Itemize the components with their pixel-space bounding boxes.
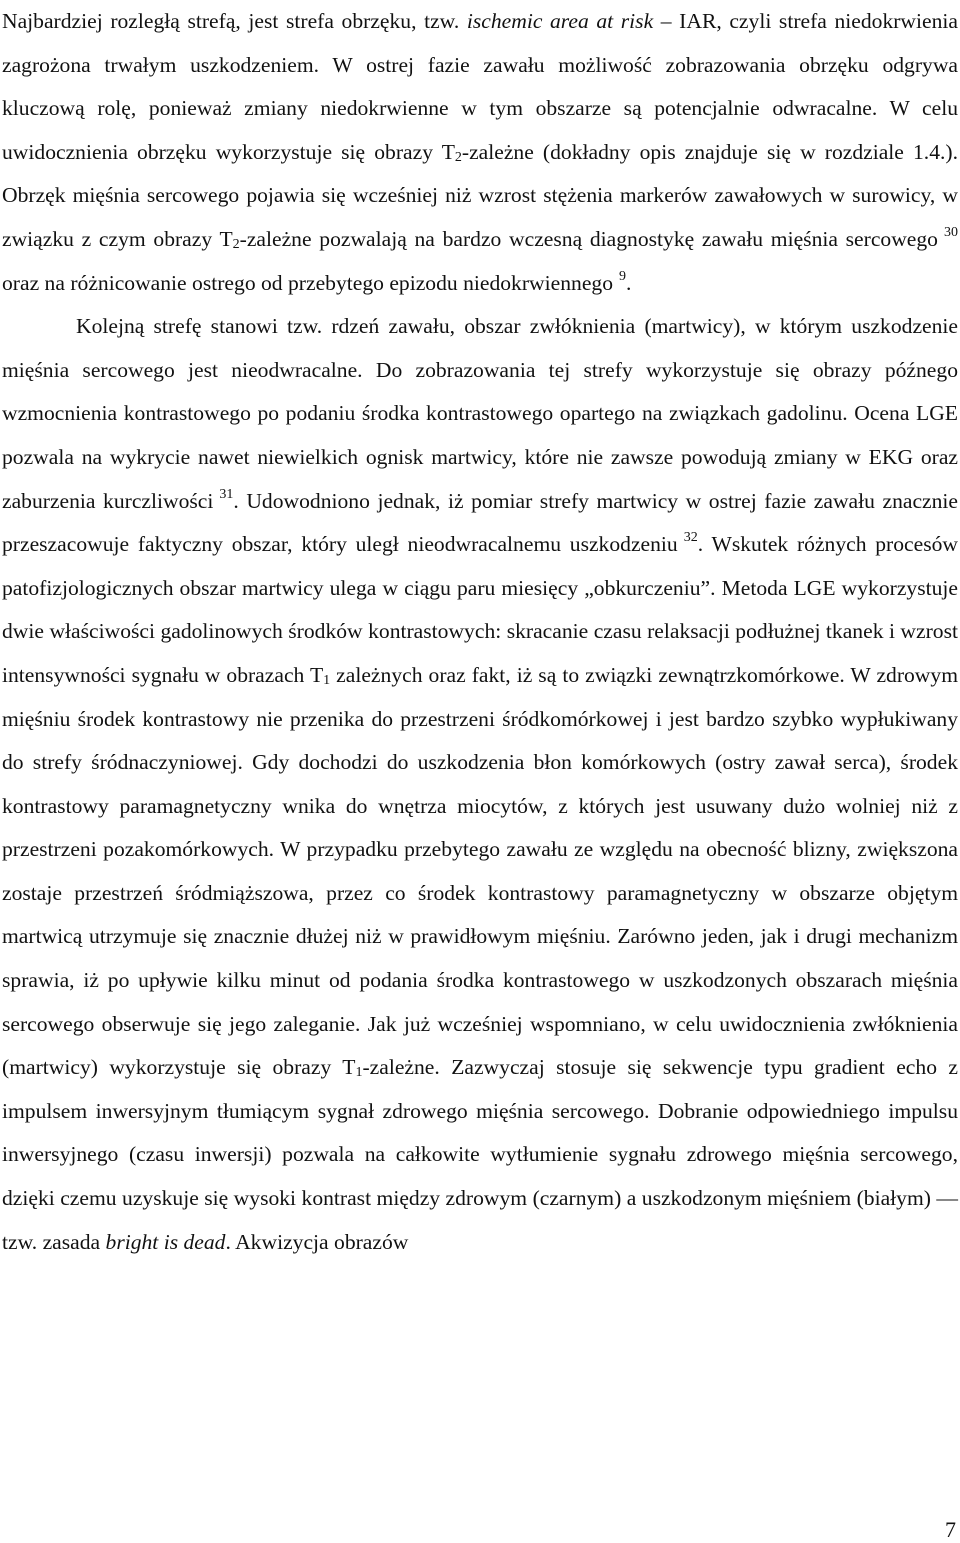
text-run: . <box>626 270 632 295</box>
paragraph-infarct-core <box>2 305 958 1264</box>
text-run: oraz na różnicowanie ostrego od przebytego epizodu niedokrwiennego <box>2 270 613 295</box>
text-run: -zależne pozwalają na bardzo wczesną diagnostykę zawału mięśnia sercowego <box>239 226 938 251</box>
text-run: Najbardziej rozległą strefą, jest strefa obrzęku, tzw. <box>2 9 467 33</box>
text-run: . Wskutek różnych procesów patofizjologicznych obszar martwicy ulega w ciągu paru miesięcy „obkurczeniu”. Metoda LGE wykorzystuje dwie właściwości gadolinowych środków kontrastowych: skracanie czasu relaksacji podłużnej tkanek i wzrost intensywności sygnału w obrazach T <box>2 532 958 687</box>
text-run: – IAR, czyli strefa niedokrwienia zagrożona trwałym uszkodzeniem. W ostrej fazie zawału możliwość zobrazowania obrzęku odgrywa kluczową rolę, ponieważ zmiany niedokrwienne w tym obszarze są potencjalnie odwracalne. W celu uwidocznienia obrzęku wykorzystuje się obrazy T <box>2 9 958 164</box>
text-run: zależnych oraz fakt, iż są to związki zewnątrzkomórkowe. W zdrowym mięśniu środek kontrastowy nie przenika do przestrzeni śródkomórkowej i jest bardzo szybko wypłukiwany do strefy śródnaczyniowej. Gdy dochodzi do uszkodzenia błon komórkowych (ostry zawał serca), środek kontrastowy paramagnetyczny wnika do wnętrza miocytów, z których jest usuwany dużo wolniej niż z przestrzeni pozakomórkowych. W przypadku przebytego zawału ze względu na obecność blizny, zwiększona zostaje przestrzeń śródmiąższowa, przez co środek kontrastowy paramagnetyczny w obszarze objętym martwicą utrzymuje się znacznie dłużej niż w prawidłowym mięśniu. Zarówno jeden, jak i drugi mechanizm sprawia, iż po upływie kilku minut od podania środka kontrastowego w uszkodzonych obszarach mięśnia sercowego obserwuje się jego zaleganie. Jak już wcześniej wspomniano, w celu uwidocznienia zwłóknienia (martwicy) wykorzystuje się obrazy T <box>2 662 958 1080</box>
citation-ref: 32 <box>683 530 698 546</box>
citation-ref: 9 <box>619 268 626 284</box>
text-run: Kolejną strefę stanowi tzw. rdzeń zawału, obszar zwłóknienia (martwicy), w którym uszkodzenie mięśnia sercowego jest nieodwracalne. Do zobrazowania tej strefy wykorzystuje się obrazy późnego wzmocnienia kontrastowego po podaniu środka kontrastowego opartego na związkach gadolinu. Ocena LGE pozwala na wykrycie nawet niewielkich ognisk martwicy, które nie zawsze powodują zmiany w EKG oraz zaburzenia kurczliwości <box>2 314 958 513</box>
subscript: 1 <box>355 1065 363 1081</box>
page-number: 7 <box>945 1517 956 1542</box>
text-run: . Udowodniono jednak, iż pomiar strefy martwicy w ostrej fazie zawału znacznie przeszacowuje faktyczny obszar, który uległ nieodwracalnemu uszkodzeniu <box>2 488 958 557</box>
text-run: -zależne. Zazwyczaj stosuje się sekwencje typu gradient echo z impulsem inwersyjnym tłumiącym sygnał zdrowego mięśnia sercowego. Dobranie odpowiedniego impulsu inwersyjnego (czasu inwersji) pozwala na całkowite wytłumienie sygnału zdrowego mięśnia sercowego, dzięki czemu uzyskuje się wysoki kontrast między zdrowym (czarnym) a uszkodzonym mięśniem (białym) — tzw. zasada <box>2 1055 958 1254</box>
paragraph-edema <box>2 0 958 305</box>
subscript: 2 <box>232 236 240 252</box>
citation-ref: 31 <box>219 486 234 502</box>
italic-term: ischemic area at risk <box>466 9 654 33</box>
text-run: . Akwizycja obrazów <box>225 1229 409 1254</box>
subscript: 1 <box>323 672 331 688</box>
italic-term: bright is dead <box>105 1229 226 1254</box>
subscript: 2 <box>454 149 462 165</box>
text-run: -zależne (dokładny opis znajduje się w rozdziale 1.4.). Obrzęk mięśnia sercowego pojawia się wcześniej niż wzrost stężenia markerów zawałowych w surowicy, w związku z czym obrazy T <box>2 139 958 251</box>
citation-ref: 30 <box>943 224 958 240</box>
body-text <box>2 0 958 1264</box>
